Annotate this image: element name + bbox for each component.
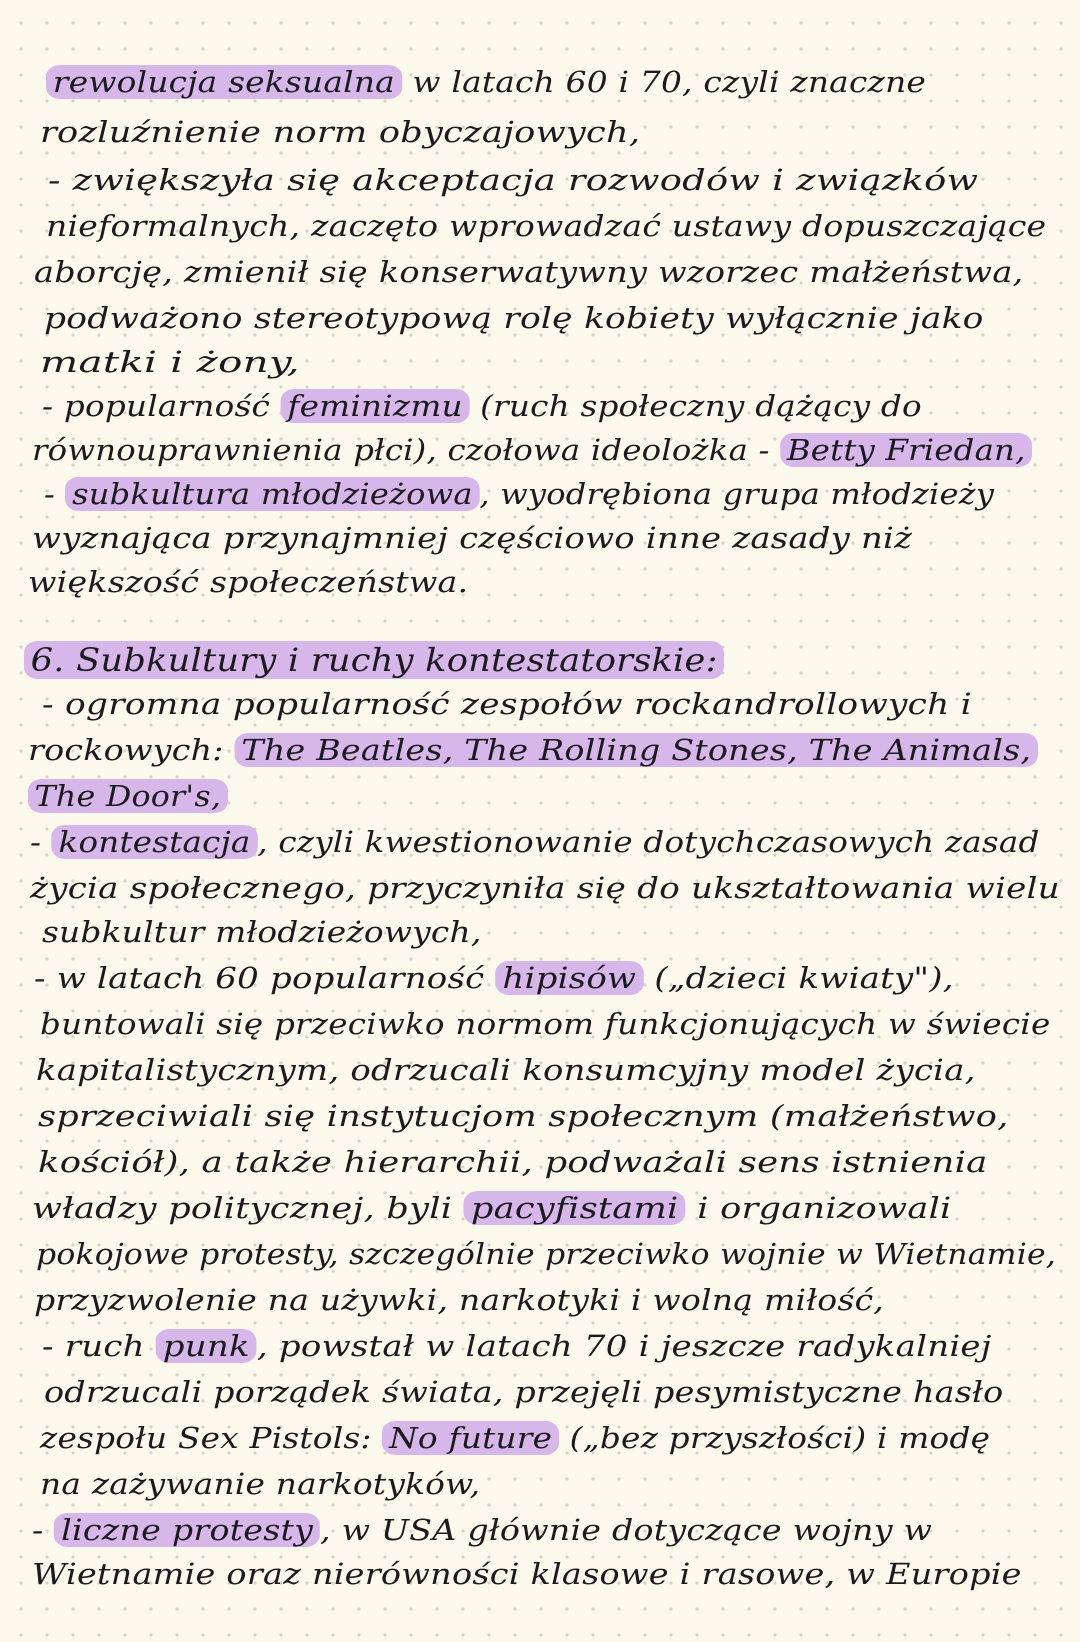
note-text: -	[30, 825, 52, 859]
note-text: , wyodrębiona grupa młodzieży	[479, 477, 995, 511]
note-line	[32, 1554, 1022, 1594]
note-line	[46, 206, 1046, 246]
note-line	[28, 730, 1038, 770]
note-text: podważono stereotypową rolę kobiety wyłącznie jako	[44, 301, 984, 335]
note-text: -	[32, 1513, 55, 1547]
note-text: kapitalistycznym, odrzucali konsumcyjny model życia,	[36, 1053, 976, 1087]
highlighted-term: rewolucja seksualna	[46, 65, 402, 99]
note-line	[34, 252, 1023, 292]
note-text: na zażywanie narkotyków,	[40, 1467, 481, 1501]
note-line	[44, 474, 994, 514]
note-line	[32, 1510, 932, 1550]
note-text: rockowych:	[28, 733, 235, 767]
highlighted-term: No future	[382, 1421, 559, 1455]
note-text: sprzeciwiali się instytucjom społecznym (małżeństwo,	[38, 1099, 1009, 1133]
note-text: równouprawnienia płci), czołowa ideolożka -	[32, 433, 781, 467]
highlighted-term: punk	[156, 1329, 257, 1363]
note-text: -	[44, 477, 66, 511]
note-text: odrzucali porządek świata, przejęli pesymistyczne hasło	[44, 1375, 1004, 1409]
highlighted-term: The Beatles, The Rolling Stones, The Animals,	[235, 733, 1039, 767]
note-line	[40, 112, 640, 152]
highlighted-term: The Door's,	[28, 779, 228, 813]
note-line	[32, 430, 1032, 470]
note-text: subkultur młodzieżowych,	[42, 915, 482, 949]
note-text: („dzieci kwiaty"),	[643, 961, 954, 995]
note-line	[44, 298, 984, 338]
note-text: , czyli kwestionowanie dotychczasowych zasad	[257, 825, 1040, 859]
note-line	[42, 684, 972, 724]
note-text: zespołu Sex Pistols:	[40, 1421, 383, 1455]
highlighted-term: subkultura młodzieżowa	[65, 477, 479, 511]
note-line	[28, 562, 468, 602]
note-text: matki i żony,	[40, 345, 300, 379]
highlighted-term: pacyfistami	[464, 1191, 686, 1225]
note-line	[40, 1464, 480, 1504]
note-text: - popularność	[42, 389, 281, 423]
note-line	[40, 342, 300, 382]
highlighted-term: liczne protesty	[54, 1513, 320, 1547]
note-text: rozluźnienie norm obyczajowych,	[40, 115, 641, 149]
note-line	[34, 958, 954, 998]
note-line	[48, 160, 978, 200]
highlighted-term: kontestacja	[52, 825, 257, 859]
note-text: wyznająca przynajmniej częściowo inne zasady niż	[32, 521, 913, 555]
note-text: buntowali się przeciwko normom funkcjonujących w świecie	[40, 1007, 1051, 1041]
note-text: kościół), a także hierarchii, podważali sens istnienia	[38, 1145, 988, 1179]
note-line	[38, 1142, 988, 1182]
note-text: , powstał w latach 70 i jeszcze radykalniej	[256, 1329, 992, 1363]
highlighted-term: hipisów	[495, 961, 643, 995]
note-text: („bez przyszłości) i modę	[559, 1421, 991, 1455]
note-text: władzy politycznej, byli	[32, 1191, 464, 1225]
note-text: w latach 60 i 70, czyli znaczne	[401, 65, 927, 99]
note-line	[40, 1418, 990, 1458]
note-line	[34, 1280, 884, 1320]
note-text: przyzwolenie na używki, narkotyki i wolną miłość,	[34, 1283, 885, 1317]
note-text: i organizowali	[685, 1191, 952, 1225]
section-heading	[24, 640, 724, 680]
note-text: pokojowe protesty, szczególnie przeciwko wojnie w Wietnamie,	[36, 1237, 1057, 1271]
note-text: - zwiększyła się akceptacja rozwodów i związków	[48, 163, 979, 197]
note-line	[42, 912, 482, 952]
note-text: - ogromna popularność zespołów rockandrollowych i	[42, 687, 972, 721]
note-line	[46, 62, 926, 102]
note-text: - w latach 60 popularność	[34, 961, 496, 995]
note-line	[42, 386, 922, 426]
note-line	[36, 1234, 1056, 1274]
note-text: Wietnamie oraz nierówności klasowe i rasowe, w Europie	[32, 1557, 1022, 1591]
note-line	[44, 1372, 1003, 1412]
note-line	[32, 1188, 952, 1228]
note-text: , w USA głównie dotyczące wojny w	[319, 1513, 933, 1547]
note-line	[42, 1326, 992, 1366]
note-text: aborcję, zmienił się konserwatywny wzorzec małżeństwa,	[34, 255, 1024, 289]
highlighted-term: 6. Subkultury i ruchy kontestatorskie:	[24, 641, 724, 679]
note-text: - ruch	[42, 1329, 156, 1363]
note-line	[38, 1096, 1008, 1136]
note-line	[30, 868, 1060, 908]
highlighted-term: Betty Friedan,	[780, 433, 1032, 467]
note-text: życia społecznego, przyczyniła się do ukształtowania wielu	[30, 871, 1060, 905]
note-text: (ruch społeczny dążący do	[469, 389, 922, 423]
note-text: nieformalnych, zaczęto wprowadzać ustawy dopuszczające	[46, 209, 1047, 243]
note-line	[36, 1050, 976, 1090]
note-line	[32, 518, 912, 558]
note-line	[40, 1004, 1050, 1044]
note-line	[28, 776, 228, 816]
note-text: większość społeczeństwa.	[28, 565, 469, 599]
highlighted-term: feminizmu	[281, 389, 470, 423]
note-line	[30, 822, 1040, 862]
